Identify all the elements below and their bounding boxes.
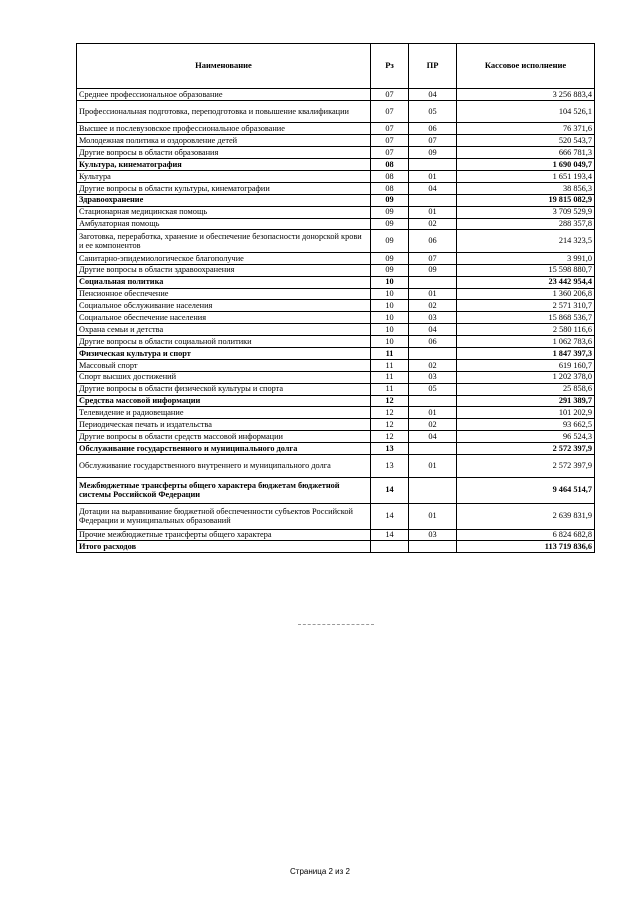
cell-name: Физическая культура и спорт (77, 348, 371, 360)
cell-rz: 07 (371, 123, 409, 135)
cell-rz: 14 (371, 529, 409, 541)
cell-amount: 619 160,7 (457, 359, 595, 371)
cell-rz: 11 (371, 383, 409, 395)
cell-rz: 09 (371, 194, 409, 206)
cell-name: Периодическая печать и издательства (77, 419, 371, 431)
cell-name: Санитарно-эпидемиологическое благополучие (77, 252, 371, 264)
table-row (77, 147, 595, 159)
cell-amount: 3 256 883,4 (457, 89, 595, 101)
cell-rz: 13 (371, 443, 409, 455)
table-body (77, 89, 595, 553)
table-row (77, 529, 595, 541)
cell-name: Охрана семьи и детства (77, 324, 371, 336)
cell-pr: 04 (409, 89, 457, 101)
cell-name: Культура (77, 170, 371, 182)
table-row (77, 348, 595, 360)
cell-amount: 1 690 049,7 (457, 159, 595, 171)
cell-amount: 3 709 529,9 (457, 206, 595, 218)
header-name: Наименование (77, 44, 371, 89)
cell-pr: 06 (409, 123, 457, 135)
cell-name: Другие вопросы в области физической культуры и спорта (77, 383, 371, 395)
cell-rz: 12 (371, 431, 409, 443)
cell-name: Социальное обеспечение населения (77, 312, 371, 324)
cell-rz: 07 (371, 89, 409, 101)
cell-pr: 02 (409, 300, 457, 312)
cell-pr (409, 159, 457, 171)
header-amount: Кассовое исполнение (457, 44, 595, 89)
cell-pr: 06 (409, 336, 457, 348)
cell-amount: 1 062 783,6 (457, 336, 595, 348)
cell-amount: 214 323,5 (457, 230, 595, 253)
cell-amount: 19 815 082,9 (457, 194, 595, 206)
cell-amount: 23 442 954,4 (457, 276, 595, 288)
cell-amount: 3 991,0 (457, 252, 595, 264)
cell-pr: 07 (409, 252, 457, 264)
cell-amount: 291 389,7 (457, 395, 595, 407)
cell-pr: 09 (409, 264, 457, 276)
cell-pr: 03 (409, 312, 457, 324)
cell-name: Межбюджетные трансферты общего характера бюджетам бюджетной системы Российской Федерации (77, 477, 371, 503)
table-row (77, 170, 595, 182)
cell-amount: 520 543,7 (457, 135, 595, 147)
table-header-row (77, 44, 595, 89)
header-rz: Рз (371, 44, 409, 89)
cell-name: Здравоохранение (77, 194, 371, 206)
cell-pr: 04 (409, 324, 457, 336)
cell-pr: 01 (409, 455, 457, 478)
cell-name: Массовый спорт (77, 359, 371, 371)
cell-pr: 09 (409, 147, 457, 159)
cell-pr: 05 (409, 383, 457, 395)
cell-amount: 1 651 193,4 (457, 170, 595, 182)
cell-name: Другие вопросы в области здравоохранения (77, 264, 371, 276)
page-divider (298, 624, 374, 625)
cell-amount: 15 598 880,7 (457, 264, 595, 276)
cell-rz: 12 (371, 407, 409, 419)
table-row (77, 182, 595, 194)
cell-name: Другие вопросы в области средств массовой информации (77, 431, 371, 443)
table-row (77, 89, 595, 101)
cell-amount: 2 572 397,9 (457, 443, 595, 455)
table-row (77, 159, 595, 171)
table-row (77, 230, 595, 253)
page-footer: Страница 2 из 2 (290, 867, 350, 876)
cell-rz: 11 (371, 359, 409, 371)
cell-rz: 10 (371, 324, 409, 336)
table-row (77, 123, 595, 135)
cell-rz: 14 (371, 477, 409, 503)
cell-pr (409, 395, 457, 407)
cell-name: Пенсионное обеспечение (77, 288, 371, 300)
cell-rz: 11 (371, 348, 409, 360)
cell-rz: 11 (371, 371, 409, 383)
table-row (77, 383, 595, 395)
table-row (77, 300, 595, 312)
table-row (77, 252, 595, 264)
table-row (77, 477, 595, 503)
cell-rz: 10 (371, 312, 409, 324)
table-row (77, 312, 595, 324)
table-row (77, 324, 595, 336)
table-row (77, 359, 595, 371)
cell-rz: 10 (371, 288, 409, 300)
cell-amount: 1 847 397,3 (457, 348, 595, 360)
table-row (77, 503, 595, 529)
cell-pr: 02 (409, 218, 457, 230)
cell-amount: 113 719 836,6 (457, 541, 595, 553)
cell-pr (409, 443, 457, 455)
cell-name: Дотации на выравнивание бюджетной обеспеченности субъектов Российской Федерации и муниципальных образований (77, 503, 371, 529)
cell-pr: 02 (409, 419, 457, 431)
cell-rz: 09 (371, 218, 409, 230)
budget-document-sheet (76, 43, 594, 553)
cell-rz: 12 (371, 419, 409, 431)
cell-rz: 10 (371, 276, 409, 288)
cell-amount: 6 824 682,8 (457, 529, 595, 541)
table-row (77, 276, 595, 288)
cell-name: Итого расходов (77, 541, 371, 553)
cell-pr: 04 (409, 182, 457, 194)
cell-pr: 06 (409, 230, 457, 253)
cell-name: Телевидение и радиовещание (77, 407, 371, 419)
cell-rz: 07 (371, 135, 409, 147)
cell-name: Среднее профессиональное образование (77, 89, 371, 101)
cell-amount: 666 781,3 (457, 147, 595, 159)
cell-pr (409, 541, 457, 553)
cell-pr: 04 (409, 431, 457, 443)
cell-amount: 38 856,3 (457, 182, 595, 194)
table-row (77, 206, 595, 218)
cell-name: Другие вопросы в области культуры, кинематографии (77, 182, 371, 194)
cell-amount: 25 858,6 (457, 383, 595, 395)
table-row (77, 336, 595, 348)
cell-amount: 288 357,8 (457, 218, 595, 230)
cell-rz: 10 (371, 336, 409, 348)
cell-name: Другие вопросы в области социальной политики (77, 336, 371, 348)
cell-name: Культура, кинематография (77, 159, 371, 171)
table-row (77, 218, 595, 230)
cell-amount: 15 868 536,7 (457, 312, 595, 324)
cell-amount: 2 580 116,6 (457, 324, 595, 336)
cell-pr: 01 (409, 407, 457, 419)
cell-pr: 01 (409, 170, 457, 182)
cell-rz: 08 (371, 182, 409, 194)
cell-rz: 07 (371, 147, 409, 159)
cell-rz: 09 (371, 230, 409, 253)
cell-amount: 93 662,5 (457, 419, 595, 431)
cell-name: Молодежная политика и оздоровление детей (77, 135, 371, 147)
cell-name: Другие вопросы в области образования (77, 147, 371, 159)
cell-pr: 02 (409, 359, 457, 371)
cell-rz: 07 (371, 100, 409, 123)
cell-name: Профессиональная подготовка, переподготовка и повышение квалификации (77, 100, 371, 123)
cell-name: Заготовка, переработка, хранение и обеспечение безопасности донорской крови и ее компонентов (77, 230, 371, 253)
cell-rz: 09 (371, 252, 409, 264)
cell-amount: 2 571 310,7 (457, 300, 595, 312)
cell-amount: 2 639 831,9 (457, 503, 595, 529)
cell-pr: 01 (409, 288, 457, 300)
cell-pr (409, 194, 457, 206)
cell-amount: 1 360 206,8 (457, 288, 595, 300)
table-row (77, 407, 595, 419)
cell-rz: 08 (371, 170, 409, 182)
table-row (77, 100, 595, 123)
cell-name: Прочие межбюджетные трансферты общего характера (77, 529, 371, 541)
budget-execution-table (76, 43, 595, 553)
cell-amount: 9 464 514,7 (457, 477, 595, 503)
cell-pr: 05 (409, 100, 457, 123)
table-row (77, 443, 595, 455)
table-row (77, 194, 595, 206)
cell-pr (409, 348, 457, 360)
cell-amount: 76 371,6 (457, 123, 595, 135)
header-pr: ПР (409, 44, 457, 89)
table-row (77, 431, 595, 443)
cell-rz: 10 (371, 300, 409, 312)
cell-amount: 104 526,1 (457, 100, 595, 123)
cell-pr (409, 477, 457, 503)
cell-name: Амбулаторная помощь (77, 218, 371, 230)
table-row (77, 419, 595, 431)
cell-pr: 07 (409, 135, 457, 147)
cell-name: Спорт высших достижений (77, 371, 371, 383)
cell-pr: 01 (409, 206, 457, 218)
cell-pr: 03 (409, 371, 457, 383)
table-row (77, 371, 595, 383)
cell-rz: 12 (371, 395, 409, 407)
cell-amount: 2 572 397,9 (457, 455, 595, 478)
cell-rz: 13 (371, 455, 409, 478)
table-row (77, 455, 595, 478)
table-row (77, 264, 595, 276)
table-row (77, 395, 595, 407)
cell-rz: 08 (371, 159, 409, 171)
cell-pr (409, 276, 457, 288)
cell-amount: 101 202,9 (457, 407, 595, 419)
cell-pr: 03 (409, 529, 457, 541)
cell-amount: 1 202 378,0 (457, 371, 595, 383)
cell-name: Стационарная медицинская помощь (77, 206, 371, 218)
cell-pr: 01 (409, 503, 457, 529)
cell-rz (371, 541, 409, 553)
cell-name: Социальное обслуживание населения (77, 300, 371, 312)
table-row (77, 541, 595, 553)
cell-rz: 09 (371, 206, 409, 218)
table-row (77, 135, 595, 147)
cell-name: Высшее и послевузовское профессиональное образование (77, 123, 371, 135)
table-row (77, 288, 595, 300)
cell-rz: 14 (371, 503, 409, 529)
cell-name: Социальная политика (77, 276, 371, 288)
cell-name: Средства массовой информации (77, 395, 371, 407)
cell-name: Обслуживание государственного внутреннего и муниципального долга (77, 455, 371, 478)
cell-amount: 96 524,3 (457, 431, 595, 443)
cell-rz: 09 (371, 264, 409, 276)
cell-name: Обслуживание государственного и муниципального долга (77, 443, 371, 455)
